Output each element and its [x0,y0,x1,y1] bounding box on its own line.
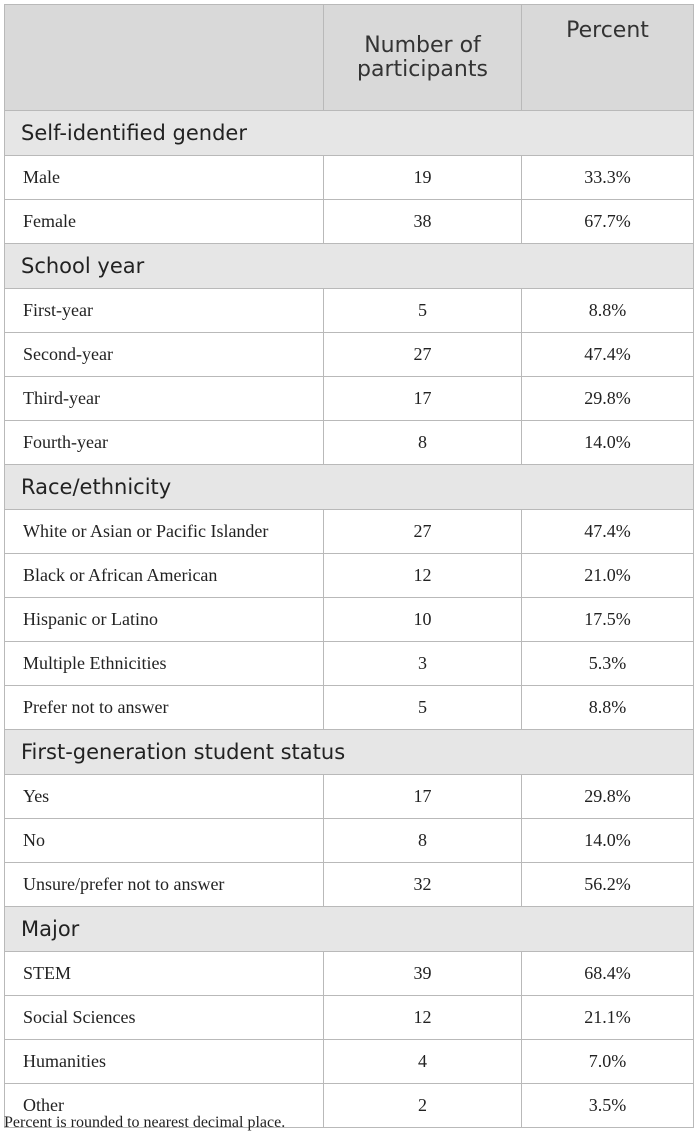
section-title: Major [5,907,694,952]
row-label: Second-year [5,333,324,377]
row-count: 5 [324,686,522,730]
table-row [5,377,694,421]
row-label: Social Sciences [5,996,324,1040]
header-empty-cell [5,5,324,111]
table-row [5,775,694,819]
row-percent: 21.0% [522,554,694,598]
row-count: 3 [324,642,522,686]
row-label: Fourth-year [5,421,324,465]
row-count: 8 [324,421,522,465]
row-percent: 47.4% [522,510,694,554]
row-percent: 33.3% [522,156,694,200]
table-row [5,156,694,200]
row-label: First-year [5,289,324,333]
table-row [5,510,694,554]
header-participants: Number of participants [324,5,522,111]
row-label: STEM [5,952,324,996]
row-label: Other [5,1084,324,1128]
row-percent: 67.7% [522,200,694,244]
section-title: Self-identified gender [5,111,694,156]
row-percent: 68.4% [522,952,694,996]
row-label: Female [5,200,324,244]
table-row [5,200,694,244]
row-label: No [5,819,324,863]
row-label: White or Asian or Pacific Islander [5,510,324,554]
row-percent: 21.1% [522,996,694,1040]
row-count: 27 [324,333,522,377]
row-percent: 3.5% [522,1084,694,1128]
table-row [5,642,694,686]
table-body [5,111,694,1128]
section-header-row [5,244,694,289]
demographics-table [4,4,694,1128]
section-header-row [5,730,694,775]
demographics-table-container [4,4,693,1128]
row-percent: 29.8% [522,775,694,819]
row-percent: 17.5% [522,598,694,642]
row-count: 17 [324,377,522,421]
row-label: Multiple Ethnicities [5,642,324,686]
row-label: Hispanic or Latino [5,598,324,642]
row-count: 17 [324,775,522,819]
table-header-row [5,5,694,111]
row-label: Prefer not to answer [5,686,324,730]
table-row [5,1040,694,1084]
section-title: School year [5,244,694,289]
row-count: 32 [324,863,522,907]
table-row [5,421,694,465]
row-count: 5 [324,289,522,333]
row-label: Unsure/prefer not to answer [5,863,324,907]
table-row [5,686,694,730]
row-count: 2 [324,1084,522,1128]
row-percent: 8.8% [522,289,694,333]
table-row [5,554,694,598]
section-title: First-generation student status [5,730,694,775]
table-footnote: Percent is rounded to nearest decimal place. [4,1114,286,1131]
table-row [5,333,694,377]
row-count: 38 [324,200,522,244]
row-percent: 47.4% [522,333,694,377]
section-header-row [5,111,694,156]
row-label: Third-year [5,377,324,421]
header-percent: Percent [522,5,694,111]
section-header-row [5,907,694,952]
table-row [5,996,694,1040]
row-count: 12 [324,554,522,598]
row-percent: 8.8% [522,686,694,730]
row-percent: 14.0% [522,421,694,465]
row-percent: 5.3% [522,642,694,686]
section-header-row [5,465,694,510]
row-count: 39 [324,952,522,996]
row-count: 10 [324,598,522,642]
row-count: 8 [324,819,522,863]
table-row [5,598,694,642]
row-percent: 56.2% [522,863,694,907]
row-count: 27 [324,510,522,554]
row-percent: 29.8% [522,377,694,421]
row-percent: 7.0% [522,1040,694,1084]
table-row [5,289,694,333]
row-label: Yes [5,775,324,819]
row-count: 19 [324,156,522,200]
table-row [5,819,694,863]
row-count: 4 [324,1040,522,1084]
row-label: Male [5,156,324,200]
table-row [5,952,694,996]
table-row [5,863,694,907]
section-title: Race/ethnicity [5,465,694,510]
row-label: Humanities [5,1040,324,1084]
row-label: Black or African American [5,554,324,598]
row-percent: 14.0% [522,819,694,863]
row-count: 12 [324,996,522,1040]
